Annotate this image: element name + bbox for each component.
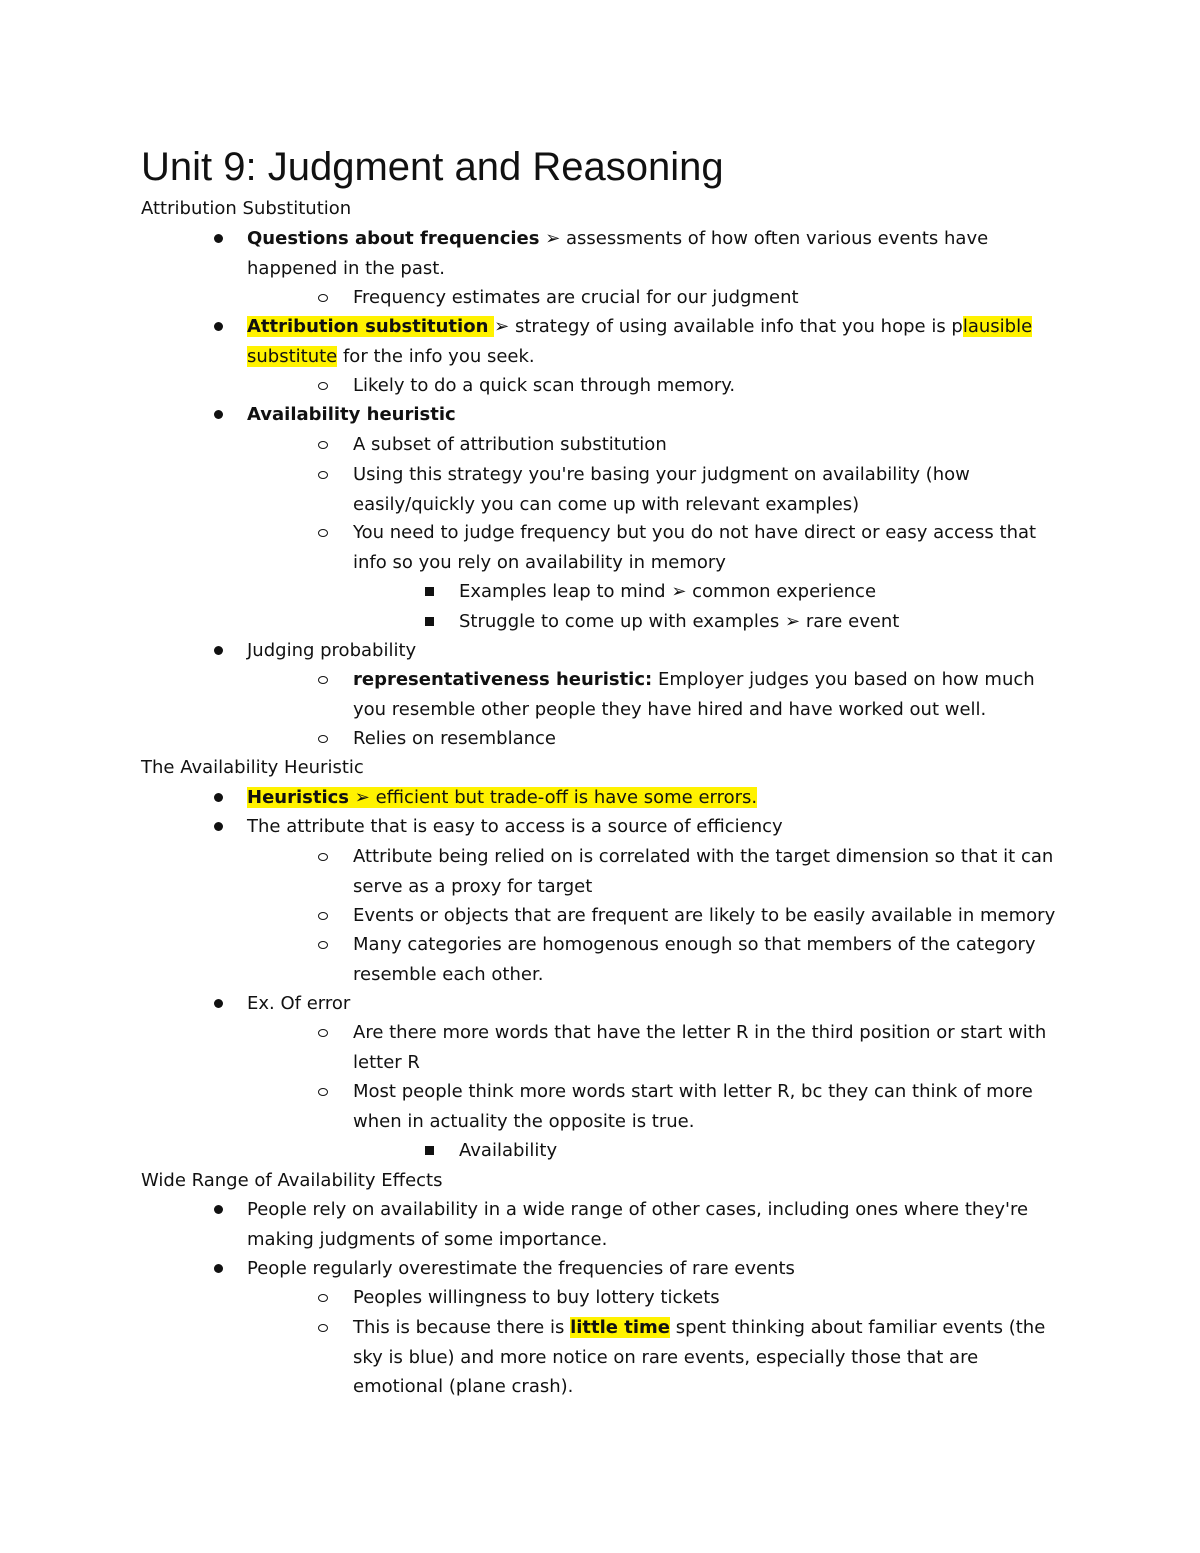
bullet-circle-icon (317, 930, 329, 960)
bullet-dot-icon (212, 989, 224, 1019)
bullet-circle-icon (317, 1077, 329, 1107)
section-heading-availability-heuristic: The Availability Heuristic (141, 757, 364, 778)
list-item: People rely on availability in a wide range of other cases, including ones where they're making judgments of some importance. (247, 1195, 1077, 1254)
bullet-circle-icon (317, 842, 329, 872)
bullet-circle-icon (317, 283, 329, 313)
bullet-dot-icon (212, 400, 224, 430)
list-item: A subset of attribution substitution (353, 430, 1073, 460)
bullet-square-icon (423, 577, 435, 607)
bullet-dot-icon (212, 783, 224, 813)
list-item: Likely to do a quick scan through memory. (353, 371, 1073, 401)
list-item: Using this strategy you're basing your judgment on availability (how easily/quickly you can come up with relevant examples) (353, 460, 1073, 519)
bullet-circle-icon (317, 1018, 329, 1048)
bullet-circle-icon (317, 724, 329, 754)
list-item: You need to judge frequency but you do not have direct or easy access that info so you rely on availability in memory (353, 518, 1073, 577)
list-item: People regularly overestimate the frequencies of rare events (247, 1254, 1077, 1284)
bullet-circle-icon (317, 901, 329, 931)
list-item: Ex. Of error (247, 989, 1077, 1019)
list-item: The attribute that is easy to access is a source of efficiency (247, 812, 1077, 842)
list-item: Many categories are homogenous enough so that members of the category resemble each other. (353, 930, 1073, 989)
bullet-circle-icon (317, 1313, 329, 1343)
list-item: Most people think more words start with letter R, bc they can think of more when in actuality the opposite is true. (353, 1077, 1073, 1136)
list-item: Are there more words that have the letter R in the third position or start with letter R (353, 1018, 1073, 1077)
arrow-icon: ➢ (785, 611, 801, 632)
highlight: lausible substitute (247, 316, 1033, 367)
bullet-dot-icon (212, 224, 224, 254)
arrow-icon: ➢ (671, 581, 687, 602)
list-item: Availability (459, 1136, 1079, 1166)
bullet-dot-icon (212, 312, 224, 342)
bullet-dot-icon (212, 636, 224, 666)
list-item: Attribution substitution ➢ strategy of using available info that you hope is plausible substitute for the info you seek. (247, 312, 1077, 371)
list-item: representativeness heuristic: Employer judges you based on how much you resemble other people they have hired and have worked out well. (353, 665, 1073, 724)
bullet-circle-icon (317, 518, 329, 548)
list-item: Heuristics ➢ efficient but trade-off is have some errors. (247, 783, 1077, 813)
list-item: This is because there is little time spent thinking about familiar events (the sky is blue) and more notice on rare events, especially those that are emotional (plane crash). (353, 1313, 1073, 1402)
bullet-circle-icon (317, 430, 329, 460)
page-title: Unit 9: Judgment and Reasoning (141, 145, 724, 189)
bullet-dot-icon (212, 812, 224, 842)
list-item: Events or objects that are frequent are likely to be easily available in memory (353, 901, 1073, 931)
arrow-icon: ➢ (354, 787, 370, 808)
list-item: Examples leap to mind ➢ common experience (459, 577, 1079, 607)
list-item: Judging probability (247, 636, 1077, 666)
arrow-icon: ➢ (545, 228, 561, 249)
section-heading-attribution-substitution: Attribution Substitution (141, 198, 352, 219)
list-item: Peoples willingness to buy lottery tickets (353, 1283, 1073, 1313)
bullet-circle-icon (317, 665, 329, 695)
bullet-square-icon (423, 607, 435, 637)
list-item: Relies on resemblance (353, 724, 1073, 754)
list-item: Frequency estimates are crucial for our judgment (353, 283, 1073, 313)
bullet-circle-icon (317, 1283, 329, 1313)
list-item: Attribute being relied on is correlated with the target dimension so that it can serve as a proxy for target (353, 842, 1073, 901)
list-item: Availability heuristic (247, 400, 1077, 430)
list-item: Questions about frequencies ➢ assessments of how often various events have happened in the past. (247, 224, 1077, 283)
bullet-square-icon (423, 1136, 435, 1166)
bullet-dot-icon (212, 1195, 224, 1225)
arrow-icon: ➢ (494, 316, 510, 337)
highlight: little time (570, 1317, 670, 1338)
bullet-dot-icon (212, 1254, 224, 1284)
bullet-circle-icon (317, 460, 329, 490)
section-heading-wide-range: Wide Range of Availability Effects (141, 1170, 443, 1191)
list-item: Struggle to come up with examples ➢ rare event (459, 607, 1079, 637)
bullet-circle-icon (317, 371, 329, 401)
